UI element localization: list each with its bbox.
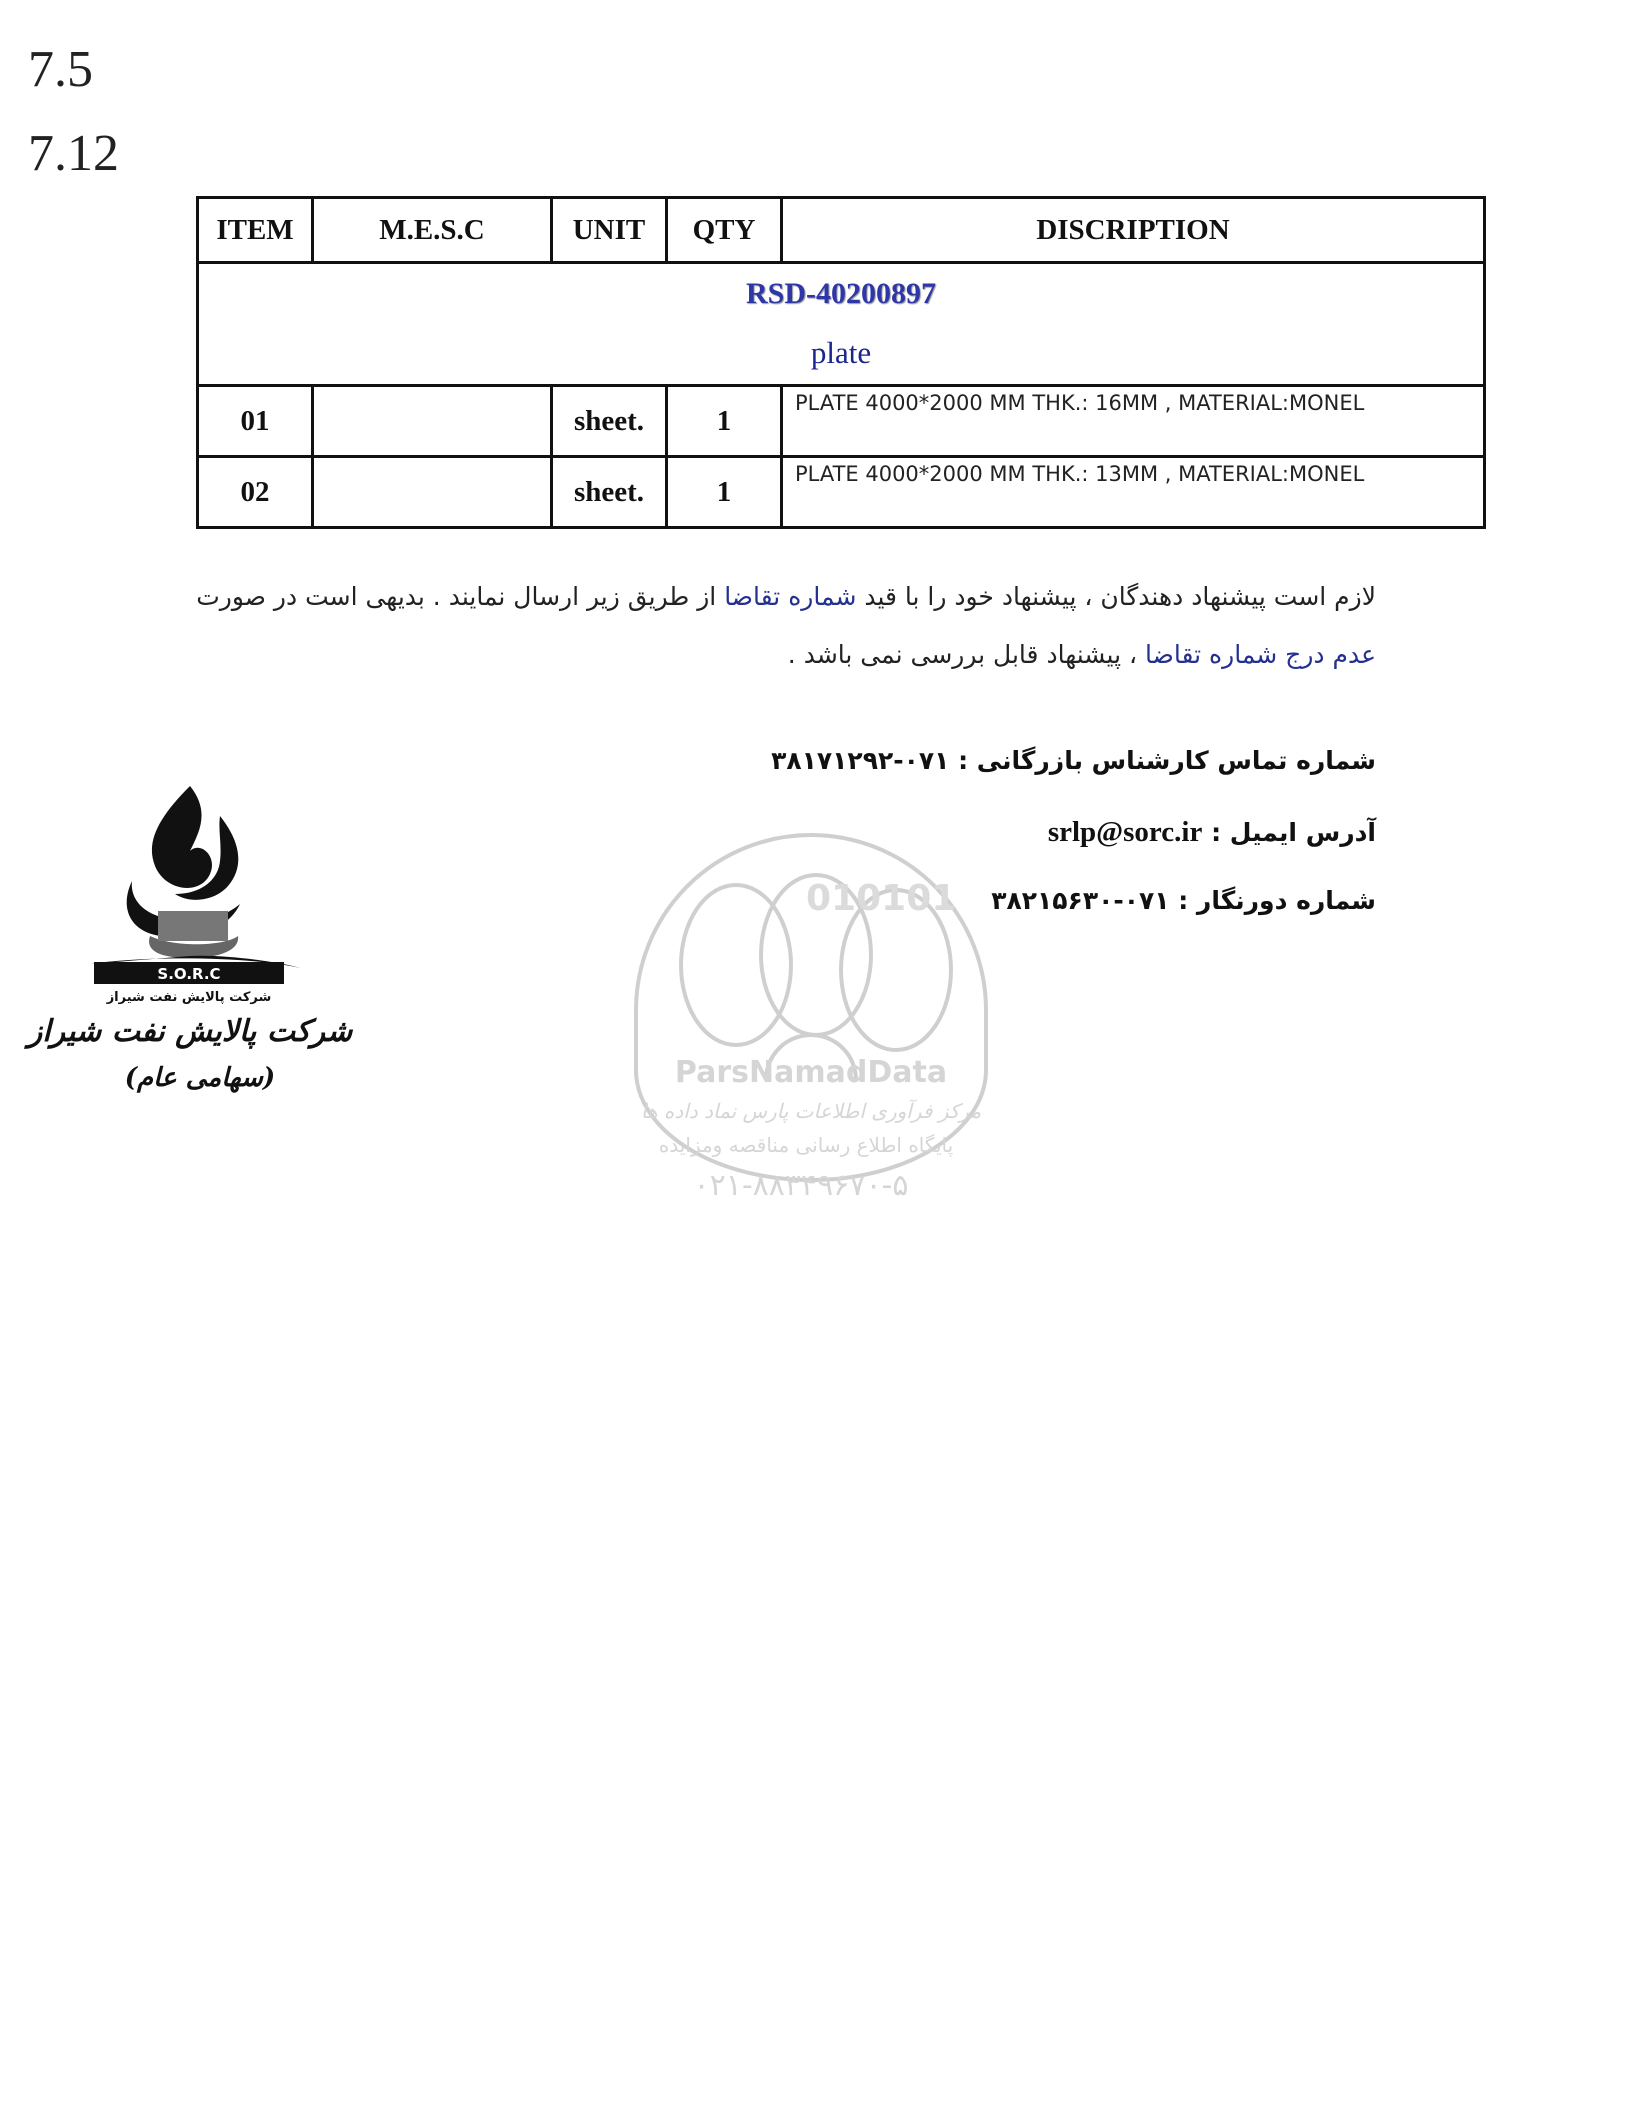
email-label: آدرس ایمیل : xyxy=(1211,818,1376,847)
contact-email xyxy=(1048,816,1376,849)
contact-fax xyxy=(991,886,1376,915)
items-table xyxy=(196,196,1486,529)
row-mesc xyxy=(313,457,552,528)
notice-text-3: ، پیشنهاد قابل بررسی نمی باشد . xyxy=(787,640,1146,669)
notice-highlight-2: عدم درج شماره تقاضا xyxy=(1145,640,1376,669)
notice-highlight-1: شماره تقاضا xyxy=(724,582,857,611)
watermark-line2: پایگاه اطلاع رسانی مناقصه ومزایده xyxy=(658,1133,954,1157)
flame-icon xyxy=(127,786,240,958)
fax-label: شماره دورنگار : xyxy=(1178,886,1376,915)
logo-small-text: شرکت پالایش نفت شیراز xyxy=(106,990,272,1005)
logo-company-type: (سهامی عام) xyxy=(124,1063,276,1093)
row-unit: sheet. xyxy=(552,457,667,528)
section-number-1: 7.5 xyxy=(28,41,93,98)
fax-value: ۰۷۱-۳۸۲۱۵۶۳۰ xyxy=(991,886,1170,915)
table-row xyxy=(198,386,1485,457)
group-cell xyxy=(198,263,1485,386)
row-unit: sheet. xyxy=(552,386,667,457)
notice-text-1: لازم است پیشنهاد دهندگان ، پیشنهاد خود را با قید xyxy=(856,582,1376,611)
row-item: 02 xyxy=(198,457,313,528)
header-unit: UNIT xyxy=(552,198,667,263)
row-item: 01 xyxy=(198,386,313,457)
watermark xyxy=(616,870,1006,1220)
phone-label: شماره تماس کارشناس بازرگانی : xyxy=(958,746,1376,775)
row-description: PLATE 4000*2000 MM THK.: 13MM , MATERIAL:MONEL xyxy=(782,457,1485,528)
table-row xyxy=(198,457,1485,528)
header-item: ITEM xyxy=(198,198,313,263)
header-qty: QTY xyxy=(667,198,782,263)
group-name: plate xyxy=(810,335,872,370)
section-number-2: 7.12 xyxy=(28,125,119,182)
notice-text-2: از طریق زیر ارسال نمایند . بدیهی است در صورت xyxy=(196,582,725,611)
header-mesc: M.E.S.C xyxy=(313,198,552,263)
watermark-digits: 010101 xyxy=(806,878,957,919)
group-row xyxy=(198,263,1485,386)
contact-phone xyxy=(771,746,1376,775)
phone-value: ۰۷۱-۳۸۱۷۱۲۹۲ xyxy=(771,746,950,775)
logo-company-name: شرکت پالایش نفت شیراز xyxy=(27,1014,353,1049)
watermark-phone: ۰۲۱-۸۸۳۴۹۶۷۰-۵ xyxy=(693,1168,909,1203)
row-description: PLATE 4000*2000 MM THK.: 16MM , MATERIAL:MONEL xyxy=(782,386,1485,457)
notice-paragraph xyxy=(176,568,1376,684)
company-logo xyxy=(27,786,353,1106)
row-mesc xyxy=(313,386,552,457)
request-number: RSD-40200897 xyxy=(745,277,936,310)
row-qty: 1 xyxy=(667,457,782,528)
email-value: srlp@sorc.ir xyxy=(1047,816,1203,848)
watermark-brand: ParsNamadData xyxy=(674,1055,948,1090)
row-qty: 1 xyxy=(667,386,782,457)
watermark-line1: مرکز فرآوری اطلاعات پارس نماد داده ها xyxy=(640,1099,982,1123)
header-description: DISCRIPTION xyxy=(782,198,1485,263)
logo-abbr: S.O.R.C xyxy=(157,965,221,983)
table-header-row xyxy=(198,198,1485,263)
